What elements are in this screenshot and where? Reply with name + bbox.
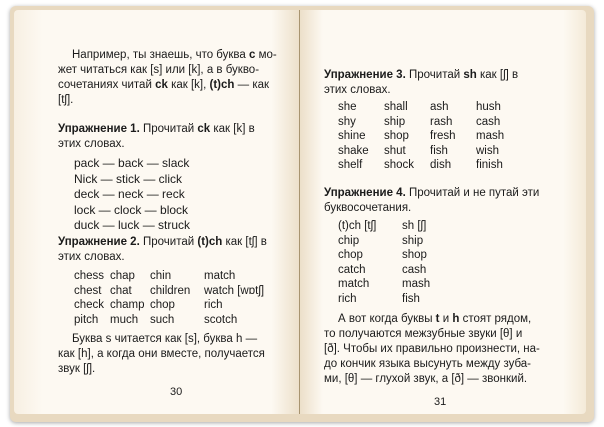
word-row: Nick — stick — click bbox=[74, 171, 182, 186]
word: champ bbox=[110, 299, 145, 311]
word: fish bbox=[402, 292, 420, 305]
word-row bbox=[74, 313, 264, 328]
word: chat bbox=[110, 284, 132, 297]
word: shop bbox=[402, 249, 427, 261]
exercise-4-word-table bbox=[338, 219, 430, 306]
word-row bbox=[338, 115, 504, 130]
left-page bbox=[14, 10, 300, 414]
word: mash bbox=[402, 278, 431, 290]
word: children bbox=[150, 284, 191, 297]
word: shut bbox=[384, 144, 406, 157]
outro-line-2: то получаются межзубные звуки [θ] и bbox=[324, 328, 523, 340]
outro-line-3: [ð]. Чтобы их правильно произнести, на- bbox=[324, 343, 540, 355]
word: cash bbox=[402, 263, 427, 276]
word: catch bbox=[338, 263, 366, 276]
word: much bbox=[110, 313, 139, 326]
word: fish bbox=[430, 144, 448, 157]
word: chop bbox=[338, 249, 363, 261]
column-headers bbox=[338, 219, 430, 234]
exercise-2-word-grid bbox=[74, 269, 264, 327]
word-row bbox=[338, 277, 430, 292]
word-row bbox=[74, 269, 264, 284]
outro-line-1: А вот когда буквы t и h стоят рядом, bbox=[338, 313, 532, 325]
word-row: lock — clock — block bbox=[74, 202, 189, 217]
outro-line-1: Буква s читается как [s], буква h — bbox=[72, 333, 258, 345]
word: ash bbox=[430, 101, 449, 113]
word-row bbox=[338, 144, 504, 159]
word: shock bbox=[384, 159, 415, 171]
outro-line-4: до кончик языка высунуть между зуба- bbox=[324, 358, 532, 370]
word: chip bbox=[338, 234, 360, 247]
word: chap bbox=[110, 270, 135, 282]
word: shy bbox=[338, 115, 356, 128]
word: shake bbox=[338, 144, 369, 157]
exercise-4-heading: Упражнение 4. Прочитай и не путай эти bbox=[324, 187, 540, 199]
exercise-2-heading-line-2: этих словах. bbox=[58, 251, 125, 263]
page-number: 30 bbox=[170, 386, 183, 398]
exercise-3-word-grid bbox=[338, 100, 504, 173]
word: chop bbox=[150, 299, 175, 311]
word-row bbox=[338, 129, 504, 144]
word: finish bbox=[476, 159, 503, 171]
word-row: pack — back — slack bbox=[74, 156, 190, 170]
word: cash bbox=[476, 115, 501, 128]
word-row bbox=[338, 158, 504, 173]
exercise-1-heading-line-2: этих словах. bbox=[58, 138, 125, 150]
outro-line-2: как [h], а когда они вместе, получается bbox=[58, 348, 265, 360]
word: chest bbox=[74, 284, 102, 297]
word: fresh bbox=[430, 130, 456, 142]
word: chin bbox=[150, 270, 172, 282]
word: wish bbox=[476, 144, 500, 157]
word: such bbox=[150, 313, 175, 326]
word-row bbox=[338, 248, 430, 263]
word-row bbox=[338, 292, 430, 307]
word: ship bbox=[384, 115, 406, 128]
word: match bbox=[338, 278, 370, 290]
intro-line-3: сочетаниях читай ck как [k], (t)ch — как bbox=[58, 79, 270, 91]
right-page bbox=[300, 10, 586, 414]
exercise-4-heading-line-2: буквосочетания. bbox=[324, 202, 412, 214]
word-row bbox=[338, 234, 430, 249]
word: she bbox=[338, 101, 357, 113]
column-header: sh [ʃ] bbox=[402, 220, 427, 232]
intro-line-4: [tʃ]. bbox=[58, 94, 74, 106]
exercise-3-heading-line-2: этих словах. bbox=[324, 84, 391, 96]
word-row bbox=[74, 284, 264, 299]
exercise-1-word-list bbox=[74, 156, 190, 234]
word-row bbox=[338, 100, 504, 115]
word: scotch bbox=[204, 313, 238, 326]
word: watch [wɒtʃ] bbox=[204, 284, 265, 297]
word: shelf bbox=[338, 159, 363, 171]
word: mash bbox=[476, 130, 505, 142]
exercise-1-heading: Упражнение 1. Прочитай ck как [k] в bbox=[58, 123, 255, 135]
word: dish bbox=[430, 159, 452, 171]
word: shine bbox=[338, 130, 366, 142]
word: rich bbox=[338, 292, 357, 305]
word: shop bbox=[384, 130, 409, 142]
word: chess bbox=[74, 270, 105, 282]
intro-line-2: жет читаться как [s] или [k], а в букво- bbox=[58, 64, 260, 76]
intro-line-1: Например, ты знаешь, что буква с мо- bbox=[72, 49, 277, 61]
word: rash bbox=[430, 115, 453, 128]
word-row: duck — luck — struck bbox=[74, 218, 191, 233]
word-row bbox=[74, 298, 264, 313]
outro-line-3: звук [ʃ]. bbox=[58, 363, 96, 375]
word: rich bbox=[204, 299, 223, 311]
word: ship bbox=[402, 234, 424, 247]
word-row bbox=[338, 263, 430, 278]
page-number: 31 bbox=[434, 396, 447, 408]
word: pitch bbox=[74, 313, 99, 326]
column-header: (t)ch [tʃ] bbox=[338, 220, 377, 232]
word: match bbox=[204, 270, 236, 282]
exercise-2-heading: Упражнение 2. Прочитай (t)ch как [tʃ] в bbox=[58, 236, 267, 248]
word: hush bbox=[476, 101, 501, 113]
outro-line-5: ми, [θ] — глухой звук, а [ð] — звонкий. bbox=[324, 373, 528, 385]
exercise-3-heading: Упражнение 3. Прочитай sh как [ʃ] в bbox=[324, 69, 519, 81]
word: shall bbox=[384, 101, 408, 113]
word: check bbox=[74, 299, 105, 311]
word-row: deck — neck — reck bbox=[74, 187, 185, 202]
